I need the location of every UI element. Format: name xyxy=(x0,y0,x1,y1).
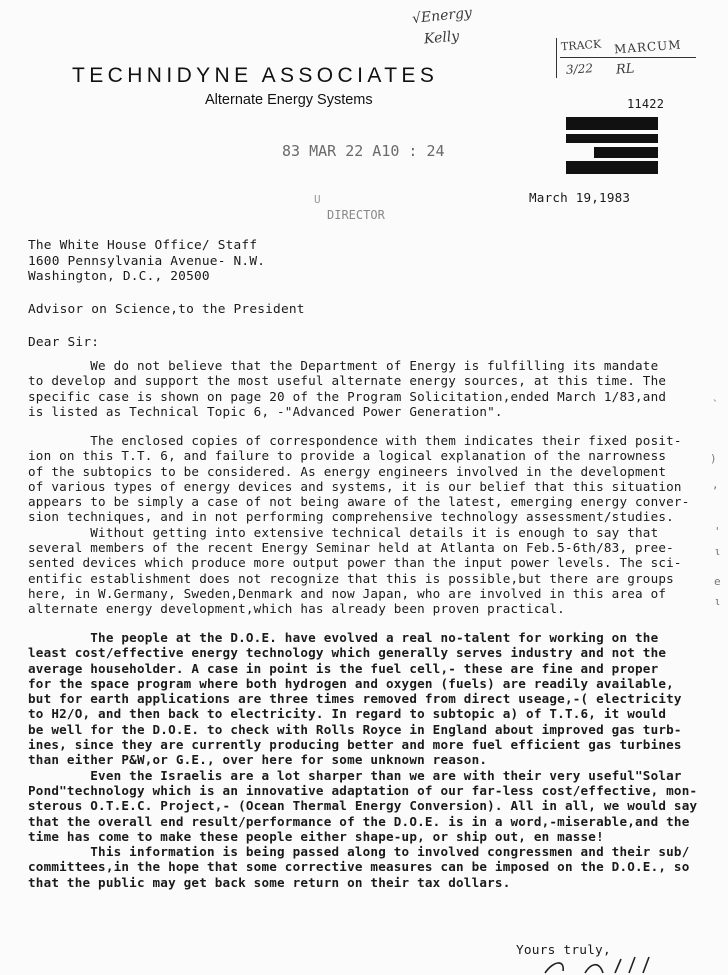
letter-date: March 19,1983 xyxy=(529,190,631,205)
body-line: that the overall end result/performance of the D.O.E. is in a word,-miserable,and the xyxy=(28,813,690,829)
margin-mark: ' xyxy=(714,525,721,538)
body-line: but for earth applications are three times removed from direct useage,-( electricity xyxy=(28,691,682,707)
handwritten-note-energy: √Energy xyxy=(411,4,473,28)
body-line: average householder. A case in point is the fuel cell,- these are fine and proper xyxy=(28,660,659,676)
salutation: Dear Sir: xyxy=(28,335,100,350)
redaction-bar xyxy=(566,117,658,130)
margin-mark: ‚ xyxy=(712,478,719,491)
letterhead-subtitle: Alternate Energy Systems xyxy=(205,92,373,108)
address-line: Washington, D.C., 20500 xyxy=(28,269,210,284)
body-line: The enclosed copies of correspondence with them indicates their fixed posit- xyxy=(28,433,682,448)
body-line: of various types of energy devices and systems, it is our belief that this situation xyxy=(28,478,682,494)
handwritten-note-kelly: Kelly xyxy=(423,28,460,48)
body-line: This information is being passed along to involved congressmen and their sub/ xyxy=(28,844,690,860)
paragraph-1 xyxy=(28,358,718,419)
body-line: Even the Israelis are a lot sharper than we are with their very useful"Solar xyxy=(28,767,682,783)
body-line: entific establishment does not recognize that this is possible,but there are groups xyxy=(28,570,674,586)
track-divider xyxy=(560,57,696,58)
body-line: Pond"technology which is an innovative adaptation of our far-less cost/effective, mon- xyxy=(28,782,698,798)
redaction-bar xyxy=(566,161,658,174)
track-initials: RL xyxy=(615,61,635,78)
redaction-bar xyxy=(594,147,658,158)
body-line: to develop and support the most useful alternate energy sources, at this time. The xyxy=(28,373,667,389)
body-line: sented devices which produce more output power than the input power levels. The sci- xyxy=(28,555,682,571)
body-line: The people at the D.O.E. have evolved a real no-talent for working on the xyxy=(28,630,659,645)
body-line: is listed as Technical Topic 6, -"Advanced Power Generation". xyxy=(28,403,503,419)
body-line: We do not believe that the Department of Energy is fulfilling its mandate xyxy=(28,358,659,373)
body-line: committees,in the hope that some corrective measures can be imposed on the D.O.E., so xyxy=(28,859,690,875)
body-line: specific case is shown on page 20 of the Program Solicitation,ended March 1/83,and xyxy=(28,388,667,404)
attention-line: Advisor on Science,to the President xyxy=(28,302,305,317)
track-label: TRACK xyxy=(560,37,602,54)
track-name: MARCUM xyxy=(613,37,682,57)
body-line: ines, since they are currently producing better and more fuel efficient gas turbines xyxy=(28,737,682,753)
office-stamp-director: DIRECTOR xyxy=(327,208,385,222)
body-line: appears to be simply a case of not being aware of the latest, emerging energy conver- xyxy=(28,494,690,510)
address-line: 1600 Pennsylvania Avenue- N.W. xyxy=(28,253,266,269)
body-line: that the public may get back some return on their tax dollars. xyxy=(28,874,511,890)
margin-mark: ` xyxy=(712,398,719,411)
body-line: least cost/effective energy technology which generally serves industry and not the xyxy=(28,645,667,661)
track-date: 3/22 xyxy=(565,61,594,77)
margin-mark: ) xyxy=(710,452,717,465)
body-line: several members of the recent Energy Seminar held at Atlanta on Feb.5-6th/83, pree- xyxy=(28,540,674,556)
paragraph-3 xyxy=(28,630,718,890)
body-line: than either P&W,or G.E., over here for some unknown reason. xyxy=(28,752,488,768)
body-line: Without getting into extensive technical details it is enough to say that xyxy=(28,524,659,540)
redaction-bar xyxy=(566,134,658,143)
office-stamp-line1: U xyxy=(314,193,321,206)
margin-mark: e xyxy=(714,575,721,588)
body-line: time has come to make these people either shape-up, or ship out, en masse! xyxy=(28,828,604,844)
signature xyxy=(525,955,685,975)
body-line: ion on this T.T. 6, and failure to provide a logical explanation of the narrowness xyxy=(28,448,667,464)
body-line: here, in W.Germany, Sweden,Denmark and now Japan, who are involved in this area of xyxy=(28,585,667,601)
body-line: of the subtopics to be considered. As energy engineers involved in the development xyxy=(28,463,667,479)
address-line: The White House Office/ Staff xyxy=(28,238,258,253)
margin-mark: ι xyxy=(714,545,721,558)
body-line: sion techniques, and in not performing comprehensive technology assessment/studies. xyxy=(28,509,674,525)
margin-mark: ι xyxy=(714,595,721,608)
received-date-stamp: 83 MAR 22 A10 : 24 xyxy=(282,142,445,160)
reference-number: 11422 xyxy=(627,97,665,111)
recipient-address xyxy=(28,238,265,285)
body-line: be well for the D.O.E. to check with Rolls Royce in England about improved gas turb- xyxy=(28,721,682,737)
body-line: alternate energy development,which has already been proven practical. xyxy=(28,601,565,617)
body-line: for the space program where both hydrogen and oxygen (fuels) are readily available, xyxy=(28,675,674,691)
closing: Yours truly, xyxy=(516,943,611,958)
body-line: sterous O.T.E.C. Project,- (Ocean Thermal Energy Conversion). All in all, we would say xyxy=(28,798,698,814)
letterhead-company-name: TECHNIDYNE ASSOCIATES xyxy=(72,64,439,87)
body-line: to H2/O, and then back to electricity. In regard to subtopic a) of T.T.6, it would xyxy=(28,706,667,722)
paragraph-2 xyxy=(28,433,718,617)
